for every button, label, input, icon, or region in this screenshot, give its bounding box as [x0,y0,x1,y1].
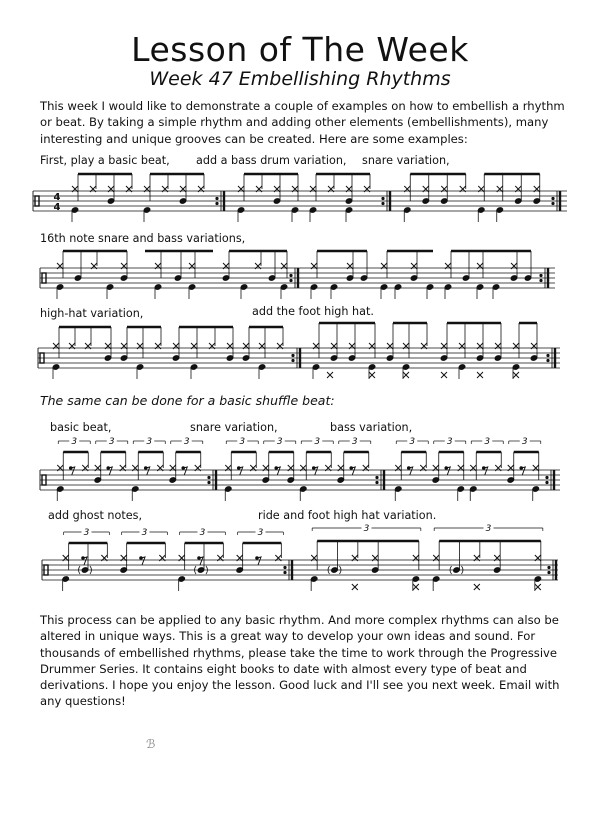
snare-note [507,477,514,483]
snare-note [441,198,448,204]
bass-note [154,284,161,290]
triplet-three: 3 [83,528,90,538]
rest [445,467,448,470]
label-shuffle-bass-variation: bass variation, [330,421,413,434]
staff-system-4 [40,437,560,501]
snare-note [107,198,114,204]
ghost-note [331,567,338,573]
snare-note [268,275,275,281]
rest [69,467,72,470]
triplet-three: 3 [108,437,115,447]
bass-note [136,364,143,370]
snare-note [386,355,393,361]
repeat-dot [376,476,378,478]
snare-note [120,355,127,361]
ghost-note [197,567,204,573]
rest [275,467,278,470]
snare-note [169,477,176,483]
rest [407,467,410,470]
bass-note [478,207,485,213]
staff-system-5 [42,524,558,591]
repeat-dot [290,279,292,281]
snare-note [174,275,181,281]
triplet-three: 3 [521,437,528,447]
repeat-dot [548,571,550,573]
bass-note [394,284,401,290]
repeat-dot [292,354,294,356]
triplet-three: 3 [276,437,283,447]
bass-note [395,486,402,492]
bass-note [56,284,63,290]
bass-note [291,207,298,213]
snare-note [533,198,540,204]
bass-note [476,284,483,290]
snare-note [337,477,344,483]
triplet-three: 3 [71,437,78,447]
snare-note [494,355,501,361]
snare-note [360,275,367,281]
bass-note [310,284,317,290]
bass-note [258,364,265,370]
repeat-dot [552,197,554,199]
repeat-dot [546,481,548,483]
triplet-three: 3 [183,437,190,447]
bass-note [190,364,197,370]
repeat-dot [540,279,542,281]
snare-note [432,477,439,483]
repeat-dot [382,197,384,199]
rest [312,467,315,470]
snare-note [94,477,101,483]
label-bass-drum-variation: add a bass drum variation, [196,154,347,167]
snare-note [172,355,179,361]
snare-note [462,275,469,281]
label-snare-variation: snare variation, [362,154,450,167]
snare-note [74,275,81,281]
repeat-dot [216,202,218,204]
repeat-dot [546,476,548,478]
rest [182,467,185,470]
handwritten-mark: ℬ [146,737,156,751]
page-title: Lesson of The Week [131,30,469,69]
rest [144,467,147,470]
bass-note [71,207,78,213]
snare-note [348,355,355,361]
repeat-dot [290,274,292,276]
ghost-note [453,567,460,573]
bass-note [380,284,387,290]
label-high-hat-variation: high-hat variation, [40,307,144,320]
closing-paragraph: This process can be applied to any basic rhythm. And more complex rhythms can also be altered in unique ways. This is a great way to develop your own ideas and sound. For thousands of embellished rhythms, please take the time to work through the Progressive Drummer Series. It contains eight books to date with almost every type of beat and derivations. I hope you enjoy the lesson. Good luck and I'll see you next week. Email with any questions! [40,613,560,709]
snare-note [120,275,127,281]
triplet-three: 3 [239,437,246,447]
label-basic-beat: First, play a basic beat, [40,154,170,167]
repeat-dot [284,571,286,573]
label-foot-high-hat: add the foot high hat. [252,305,374,318]
triplet-three: 3 [484,437,491,447]
shuffle-heading: The same can be done for a basic shuffle beat: [40,393,335,408]
triplet-three: 3 [351,437,358,447]
repeat-dot [284,566,286,568]
rest [256,557,259,560]
time-signature-bottom: 4 [53,202,61,213]
bass-note [426,284,433,290]
snare-note [371,567,378,573]
bass-note [402,364,409,370]
repeat-dot [552,202,554,204]
intro-paragraph: This week I would like to demonstrate a couple of examples on how to embellish a rhythm or beat. By taking a simple rhythm and adding other elements (embellishments), many interesting and unique grooves can be created. Here are some examples: [40,99,565,146]
bass-note [312,364,319,370]
bass-note [237,207,244,213]
bass-note [143,207,150,213]
bass-note [412,576,419,582]
repeat-dot [208,481,210,483]
repeat-dot [382,202,384,204]
time-signature-top: 4 [53,192,61,203]
rest [107,467,110,470]
repeat-dot [540,274,542,276]
snare-note [524,275,531,281]
repeat-dot [547,354,549,356]
bass-note [470,486,477,492]
bass-note [310,576,317,582]
rest [350,467,353,470]
snare-note [493,567,500,573]
bass-note [458,364,465,370]
label-ghost-notes: add ghost notes, [48,509,143,522]
bass-note [534,576,541,582]
snare-note [440,355,447,361]
triplet-three: 3 [446,437,453,447]
repeat-dot [376,481,378,483]
bass-note [132,486,139,492]
snare-note [104,355,111,361]
bass-note [240,284,247,290]
bass-note [225,486,232,492]
rest [82,557,85,560]
staff-system-2 [40,251,555,299]
triplet-three: 3 [314,437,321,447]
snare-note [273,198,280,204]
bass-note [368,364,375,370]
snare-note [476,355,483,361]
rest [198,557,201,560]
label-shuffle-basic-beat: basic beat, [50,421,112,434]
bass-note [52,364,59,370]
bass-note [444,284,451,290]
repeat-dot [216,197,218,199]
snare-note [242,355,249,361]
snare-note [510,275,517,281]
rest [140,557,143,560]
label-ride-variation: ride and foot high hat variation. [258,509,437,522]
snare-note [515,198,522,204]
label-16th-variations: 16th note snare and bass variations, [40,232,246,245]
snare-note [236,567,243,573]
snare-note [410,275,417,281]
repeat-dot [548,566,550,568]
bass-note [280,284,287,290]
triplet-three: 3 [363,524,370,534]
snare-note [222,275,229,281]
triplet-three: 3 [199,528,206,538]
bass-note [178,576,185,582]
bass-note [62,576,69,582]
bass-note [492,284,499,290]
bass-note [457,486,464,492]
staff-system-3 [38,323,560,379]
bass-note [496,207,503,213]
repeat-dot [547,359,549,361]
snare-note [179,198,186,204]
bass-note [300,486,307,492]
triplet-three: 3 [257,528,264,538]
bass-note [57,486,64,492]
rest [482,467,485,470]
rest [520,467,523,470]
bass-note [404,207,411,213]
bass-note [309,207,316,213]
snare-note [345,198,352,204]
snare-note [530,355,537,361]
ghost-note [81,567,88,573]
bass-note [432,576,439,582]
staff-system-1 [33,174,567,222]
bass-note [512,364,519,370]
bass-note [188,284,195,290]
triplet-three: 3 [146,437,153,447]
lesson-subtitle: Week 47 Embellishing Rhythms [149,68,451,90]
snare-note [262,477,269,483]
triplet-three: 3 [485,524,492,534]
snare-note [346,275,353,281]
triplet-three: 3 [141,528,148,538]
snare-note [120,567,127,573]
snare-note [287,477,294,483]
label-shuffle-snare-variation: snare variation, [190,421,278,434]
rest [237,467,240,470]
bass-note [330,284,337,290]
bass-note [106,284,113,290]
snare-note [422,198,429,204]
snare-note [330,355,337,361]
triplet-three: 3 [409,437,416,447]
repeat-dot [208,476,210,478]
snare-note [226,355,233,361]
bass-note [532,486,539,492]
repeat-dot [292,359,294,361]
bass-note [345,207,352,213]
